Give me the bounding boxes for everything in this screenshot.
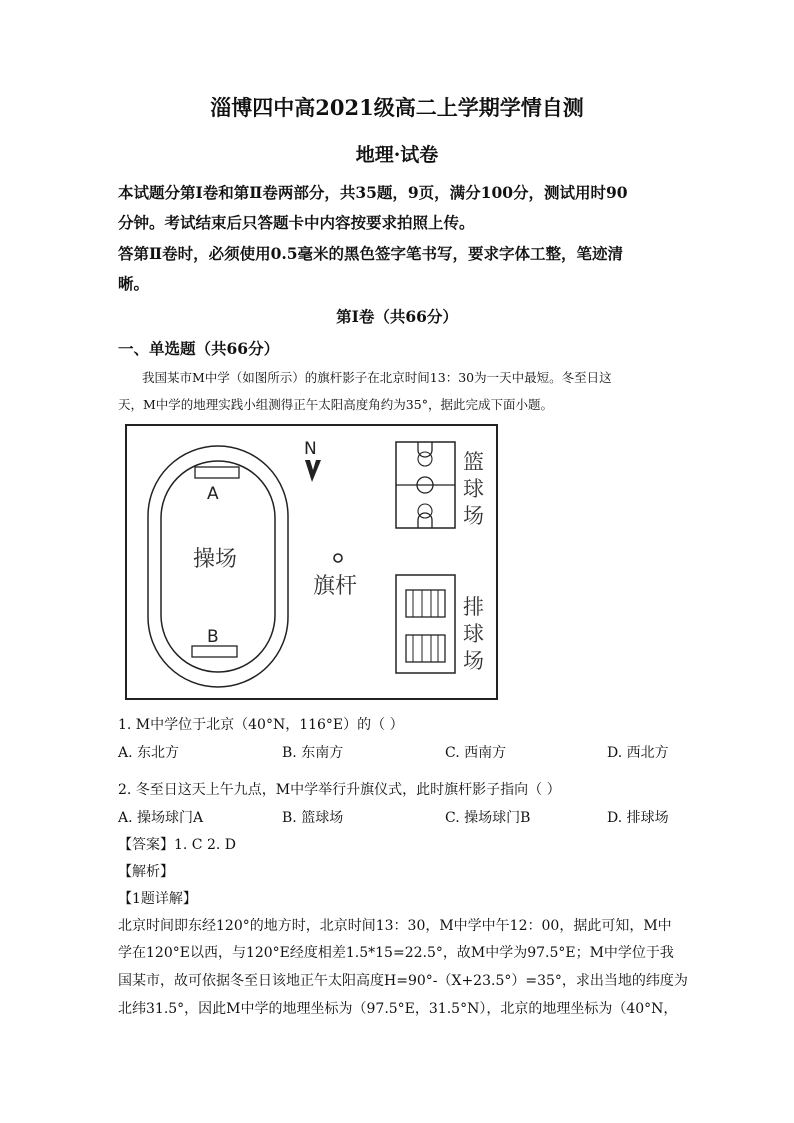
intro-line-2: 分钟。考试结束后只答题卡中内容按要求拍照上传。 [118,213,475,232]
gate-b-label: B [207,627,219,647]
explanation-line-2: 学在120°E以西，与120°E经度相差1.5*15=22.5°，故M中学为97.5°E；M中学位于我 [118,945,674,961]
q1-option-c: C. 西南方 [445,745,507,761]
volleyball-label-2: 球 [463,622,484,646]
question-2-stem: 2. 冬至日这天上午九点，M中学举行升旗仪式，此时旗杆影子指向（ ） [118,782,561,798]
question-1-stem: 1. M中学位于北京（40°N，116°E）的（ ） [118,717,404,733]
q2-option-d: D. 排球场 [607,810,669,826]
basketball-label-3: 场 [463,504,484,528]
analysis-label: 【解析】 [118,864,174,880]
q1-option-d: D. 西北方 [607,745,669,761]
stem-line-1: 我国某市M中学（如图所示）的旗杆影子在北京时间13：30为一天中最短。冬至日这 [142,370,612,385]
playground-label: 操场 [193,547,238,572]
school-map-figure [125,424,498,700]
section-title: 第Ⅰ卷（共66分） [336,307,458,326]
exam-title: 淄博四中高2021级高二上学期学情自测 [210,95,584,120]
q1-option-b: B. 东南方 [282,745,344,761]
gate-a-label: A [207,484,219,504]
basketball-label-2: 球 [463,477,484,501]
q2-option-a: A. 操场球门A [118,810,204,826]
part-title: 一、单选题（共66分） [118,339,280,358]
gate-b-rect [192,646,237,657]
explanation-line-3: 国某市，故可依据冬至日该地正午太阳高度H=90°-（X+23.5°）=35°，求出当地的纬度为 [118,973,688,989]
intro-line-4: 晰。 [118,274,150,293]
flagpole-label: 旗杆 [313,574,358,599]
answer-line: 【答案】1. C 2. D [118,837,237,853]
basketball-label-1: 篮 [463,450,484,474]
explanation-line-4: 北纬31.5°，因此M中学的地理坐标为（97.5°E，31.5°N），北京的地理坐标为（40°N， [118,1001,678,1017]
stem-line-2: 天，M中学的地理实践小组测得正午太阳高度角约为35°，据此完成下面小题。 [118,397,553,412]
q2-option-b: B. 篮球场 [282,810,344,826]
q2-option-c: C. 操场球门B [445,810,531,826]
intro-line-3: 答第Ⅱ卷时，必须使用0.5毫米的黑色签字笔书写，要求字体工整，笔迹清 [118,244,624,263]
q1-option-a: A. 东北方 [118,745,180,761]
exam-subtitle: 地理·试卷 [355,144,439,166]
volleyball-label-3: 场 [463,649,484,673]
north-label: N [304,439,317,459]
detail-label: 【1题详解】 [118,891,197,907]
volleyball-label-1: 排 [463,595,484,619]
flagpole-icon [334,554,342,562]
intro-line-1: 本试题分第Ⅰ卷和第Ⅱ卷两部分，共35题，9页，满分100分，测试用时90 [118,183,628,202]
explanation-line-1: 北京时间即东经120°的地方时，北京时间13：30，M中学中午12：00，据此可知，M中 [118,918,672,934]
gate-a-rect [195,467,239,478]
